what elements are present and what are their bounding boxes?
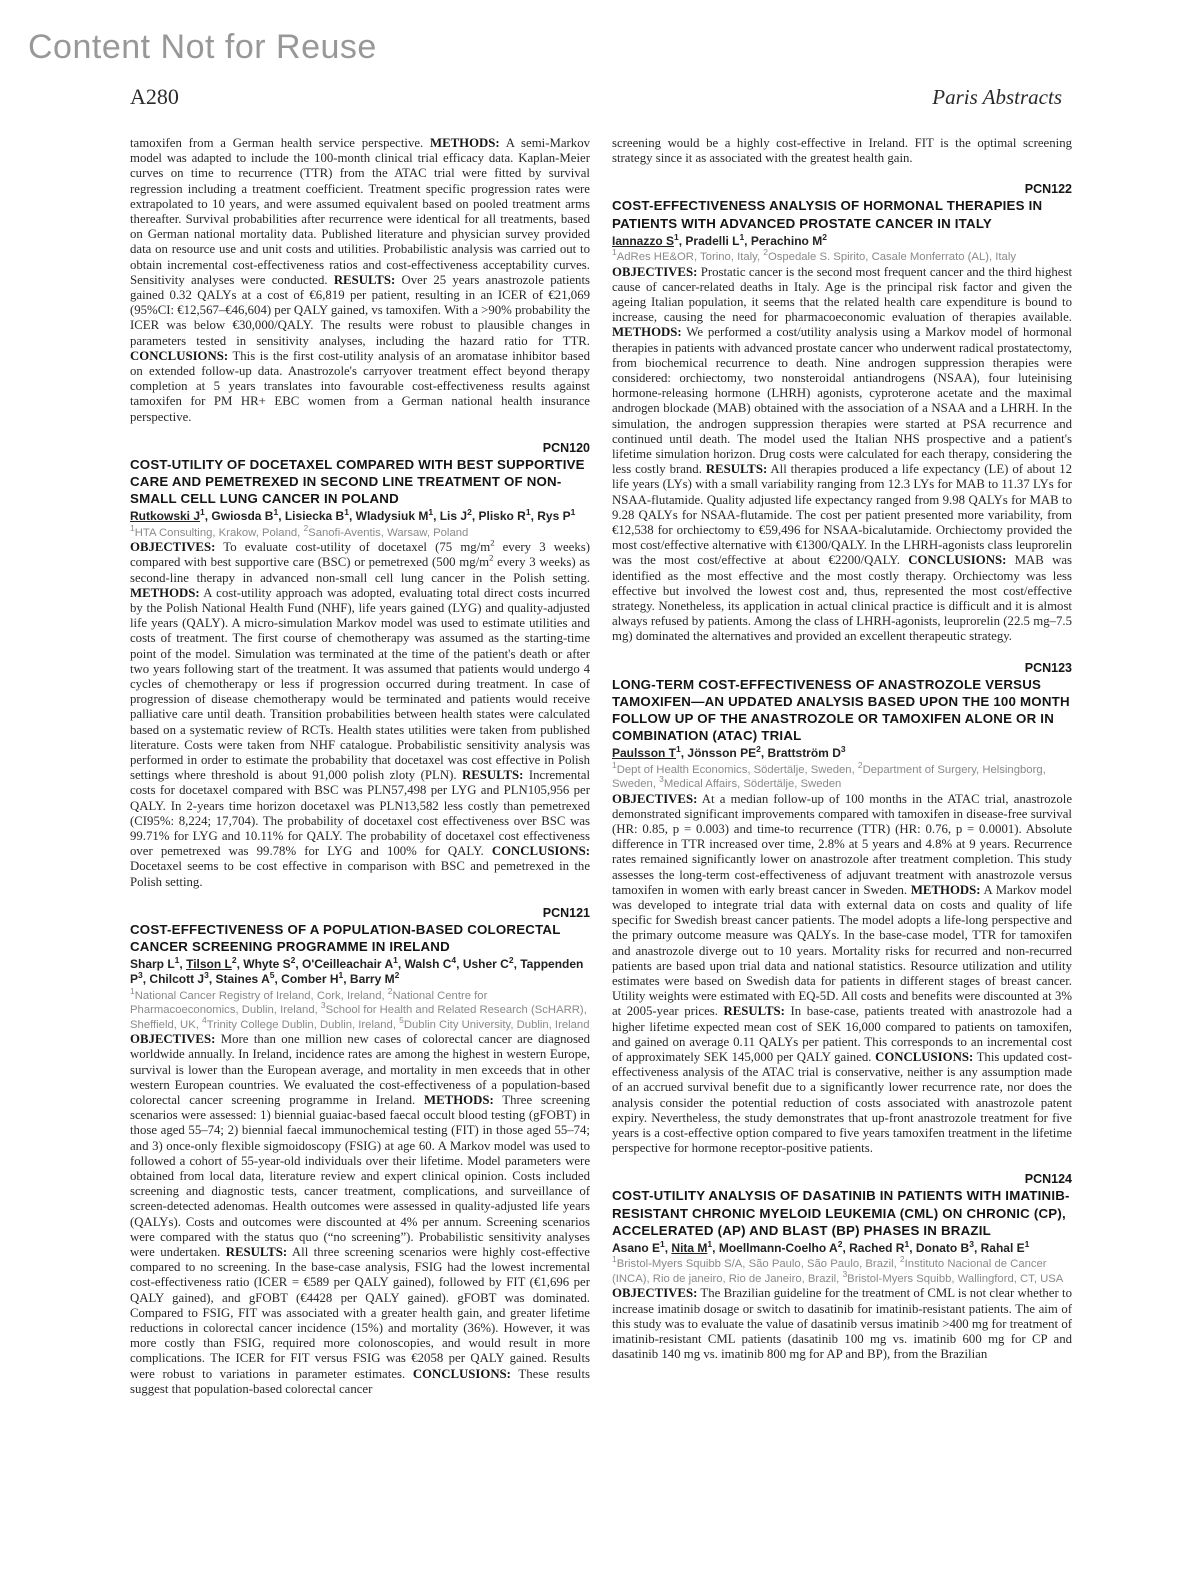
watermark-text: Content Not for Reuse bbox=[28, 28, 377, 66]
continuation-paragraph: tamoxifen from a German health service perspective. METHODS: A semi-Markov model was adapted to include the 100-month clinical trial efficacy data. Kaplan-Meier curves on time to recurrence (TTR) from the ATAC trial were fitted by survival regression including a treatment coefficient. Treatment specific progression rates were extrapolated to 10 years, and were assumed equivalent based on pooled treatment arms thereafter. Survival probabilities after recurrence were identical for all treatments, based on German national mortality data. Published literature and physician survey provided data on resource use and unit costs and utilities. Probabilistic analysis was carried out to obtain incremental cost-effectiveness ratios and cost-effectiveness acceptability curves. Sensitivity analyses were conducted. RESULTS: Over 25 years anastrozole patients gained 0.32 QALYs at a cost of €6,819 per patient, resulting in an ICER of €21,069 (95%CI: €12,567–€46,604) per QALY gained, vs tamoxifen. With a >90% probability the ICER was below €30,000/QALY. The results were robust to plausible changes in parameters tested in sensitivity analyses, including the hazard ratio for TTR. CONCLUSIONS: This is the first cost-utility analysis of an aromatase inhibitor based on extended follow-up data. Anastrozole's carryover treatment effect beyond therapy completion at 5 years translates into favourable cost-effectiveness results against tamoxifen for PM HR+ EBC women from a German national health insurance perspective. bbox=[130, 136, 590, 424]
abstract-id: PCN121 bbox=[542, 905, 590, 920]
abstract-title: COST-UTILITY OF DOCETAXEL COMPARED WITH BEST SUPPORTIVE CARE AND PEMETREXED IN SECOND LINE TREATMENT OF NON-SMALL CELL LUNG CANCER IN POLAND bbox=[130, 456, 585, 507]
abstract-authors: Sharp $L^1$, Tilson $L^2$, Whyte $S^2$, O'Ceilleachair $A^1$, Walsh $C^4$, Usher $C^2$, Tappenden $P^3$, Chilcott $J^3$, Staines $A^5$, Comber $H^1$, Barry $M^2$ bbox=[130, 955, 584, 987]
abstract-title: COST-EFFECTIVENESS OF A POPULATION-BASED COLORECTAL CANCER SCREENING PROGRAMME IN IRELAND bbox=[130, 921, 561, 955]
abstract-id: PCN124 bbox=[1024, 1172, 1072, 1187]
abstract-title: LONG-TERM COST-EFFECTIVENESS OF ANASTROZOLE VERSUS TAMOXIFEN—AN UPDATED ANALYSIS BASED UPON THE 100 MONTH FOLLOW UP OF THE ANASTROZOLE OR TAMOXIFEN ALONE OR IN COMBINATION (ATAC) TRIAL bbox=[612, 676, 1070, 744]
abstract-id: PCN120 bbox=[542, 440, 590, 455]
abstract-affiliations: $^1$AdRes HE&OR, Torino, Italy, $^2$Ospedale S. Spirito, Casale Monferrato (AL), Italy bbox=[612, 247, 1016, 264]
abstract-body: OBJECTIVES: To evaluate cost-utility of docetaxel (75 $mg/m^2$ every 3 weeks) compared with best supportive care (BSC) or pemetrexed (500 $mg/m^2$ every 3 weeks) as second-line therapy in advanced non-small cell lung cancer in the Polish setting. METHODS: A cost-utility approach was adopted, evaluating total direct costs incurred by the Polish National Health Fund (NHF), life years gained (LYG) and quality-adjusted life years (QALY). A micro-simulation Markov model was used to estimate utilities and costs of treatment. The first course of chemotherapy was assumed as the starting-time point of the model. Simulation was terminated at the time of the patient's death or after two years following start of the treatment. It was assumed that patients would undergo 4 cycles of chemotherapy or less if progression occurred during treatment. In case of progression of disease chemotherapy would be terminated and patients would receive palliative care until death. Transition probabilities between health states were calculated based on a systematic review of RCTs. Health states utilities were taken from published literature. Costs were taken from NHF catalogue. Probabilistic sensitivity analysis was performed in order to estimate the probability that docetaxel was cost effective in Polish settings where threshold is about 91,000 polish zloty (PLN). RESULTS: Incremental costs for docetaxel compared with BSC was PLN57,498 per LYG and PLN105,956 per QALY. In 2-years time horizon docetaxel was PLN13,582 less costly than pemetrexed (CI95%: 8,224; 17,704). The probability of docetaxel cost effectiveness over BSC was 99.71% for LYG and 10.11% for QALY. The probability of docetaxel cost effectiveness over pemetrexed was 99.78% for LYG and 100% for QALY. CONCLUSIONS: Docetaxel seems to be cost effective in comparison with BSC and pemetrexed in the Polish setting. bbox=[130, 537, 591, 889]
abstract-title: COST-UTILITY ANALYSIS OF DASATINIB IN PATIENTS WITH IMATINIB-RESISTANT CHRONIC MYELOID LEUKEMIA (CML) ON CHRONIC (CP), ACCELERATED (AP) AND BLAST (BP) PHASES IN BRAZIL bbox=[612, 1188, 1070, 1238]
abstract-pcn123 bbox=[612, 661, 1072, 1157]
abstract-id: PCN122 bbox=[1024, 182, 1072, 197]
two-column-body bbox=[130, 136, 1072, 1397]
abstract-authors: Asano $E^1$, Nita $M^1$, Moellmann-Coelho $A^2$, Rached $R^1$, Donato $B^3$, Rahal $E^1$ bbox=[612, 1239, 1030, 1256]
abstract-affiliations: $^1$HTA Consulting, Krakow, Poland, $^2$Sanofi-Aventis, Warsaw, Poland bbox=[130, 522, 469, 539]
abstract-body: OBJECTIVES: At a median follow-up of 100 months in the ATAC trial, anastrozole demonstrated significant improvements compared with tamoxifen in disease-free survival (HR: 0.85, p = 0.003) and time-to recurrence (TTR) (HR: 0.76, p = 0.0001). Absolute difference in TTR increased over time, 2.8% at 5 years and 4.8% at 9 years. Recurrence rates remained significantly lower on anastrozole after treatment completion. This study assesses the long-term cost-effectiveness of adjuvant treatment with anastrozole versus tamoxifen in women with early breast cancer in Sweden. METHODS: A Markov model was developed to integrate trial data with external data on costs and quality of life specific for Swedish breast cancer patients. The model adopts a life-long perspective and the primary outcome measure was QALYs. In the base-case model, TTR for tamoxifen and anastrozole diverge out to 10 years. Mortality risks for recurred and non-recurred patients are based upon trial data and national statistics. Resource utilization and utility estimates were based on Swedish data for patients in different stages of breast cancer. Utility weights were estimated with EQ-5D. All costs and benefits were discounted at 3% at 2005-year prices. RESULTS: In base-case, patients treated with anastrozole had a higher lifetime expected mean cost of SEK 16,000 compared to patients on tamoxifen, and gained on average 0.11 QALYs per patient. This corresponds to an incremental cost of approximately SEK 145,000 per QALY gained. CONCLUSIONS: This updated cost-effectiveness analysis of the ATAC trial is conservative, neither is any assumption made of an accrued survival benefit due to a significantly lower recurrence rate, nor does the analysis consider the potential reduction of costs associated with anastrozole patent expiry. Nevertheless, the study demonstrates that up-front anastrozole treatment for five years is a cost-effective option compared to five years tamoxifen treatment in the lifetime perspective for hormone receptor-positive patients. bbox=[612, 791, 1072, 1156]
page-header bbox=[130, 84, 1062, 110]
abstract-pcn122 bbox=[612, 182, 1072, 644]
abstract-title: COST-EFFECTIVENESS ANALYSIS OF HORMONAL THERAPIES IN PATIENTS WITH ADVANCED PROSTATE CANCER IN ITALY bbox=[612, 198, 1043, 231]
abstract-affiliations: $^1$National Cancer Registry of Ireland, Cork, Ireland, $^2$National Centre for Pharmacoeconomics, Dublin, Ireland, $^3$School for Health and Related Research (ScHARR), Sheffield, UK, $^4$Trinity College Dublin, Dublin, Ireland, $^5$Dublin City University, Dublin, Ireland bbox=[130, 985, 590, 1031]
page-number: A280 bbox=[130, 84, 179, 109]
right-column bbox=[612, 136, 1072, 1397]
left-column bbox=[130, 136, 590, 1397]
abstract-affiliations: $^1$Bristol-Myers Squibb S/A, São Paulo, São Paulo, Brazil, $^2$Instituto Nacional de Cancer (INCA), Rio de janeiro, Rio de Janeiro, Brazil, $^3$Bristol-Myers Squibb, Wallingford, CT, USA bbox=[612, 1254, 1064, 1285]
abstract-authors: Paulsson $T^1$, Jönsson $PE^2$, Brattström $D^3$ bbox=[612, 744, 846, 761]
abstract-pcn121 bbox=[130, 906, 590, 1397]
abstract-body: OBJECTIVES: The Brazilian guideline for the treatment of CML is not clear whether to increase imatinib dosage or switch to dasatinib for imatinib-resistant patients. The aim of this study was to evaluate the value of dasatinib versus imatinib >400 mg for treatment of imatinib-resistant CML patients (dasatinib 100 mg vs. imatinib 600 mg for CP and dasatinib 140 mg vs. imatinib 800 mg for AP and BP), from the Brazilian bbox=[612, 1286, 1072, 1362]
abstract-authors: Iannazzo $S^1$, Pradelli $L^1$, Perachino $M^2$ bbox=[612, 231, 827, 248]
running-title: Paris Abstracts bbox=[932, 85, 1062, 109]
abstract-authors: Rutkowski $J^1$, Gwiosda $B^1$, Lisiecka $B^1$, Wladysiuk $M^1$, Lis $J^2$, Plisko $R^1$, Rys $P^1$ bbox=[130, 507, 576, 524]
abstract-body: OBJECTIVES: Prostatic cancer is the second most frequent cancer and the third highest cause of cancer-related deaths in Italy. Age is the principal risk factor and given the ageing Italian population, it seems that the related health care expenditure is bound to increase, causing the need for pharmacoeconomic evaluation of therapies available. METHODS: We performed a cost/utility analysis using a Markov model of hormonal therapies in patients with advanced prostate cancer who underwent radical prostatectomy, from biochemical recurrence to death. Nine androgen suppression therapies were considered: orchiectomy, two nonsteroidal antiandrogens (NSAA), four luteinising hormone-releasing hormone (LHRH) agonists, cyproterone acetate and the maximal androgen blockade (MAB) obtained with the association of a NSAA and a LHRH. In the simulation, the androgen suppression therapies were started at PSA recurrence and continued until death. The model used the Italian NHS prospective and a patient's lifetime simulation horizon. Drug costs were calculated for each therapy, considering the less costly brand. RESULTS: All therapies produced a life expectancy (LE) of about 12 life years (LYs) with a small variability ranging from 12.3 LYs for MAB to 11.37 LYs for NSAA-flutamide. Quality adjusted life expectancy ranged from 9.98 QALYs for MAB to 9.28 QALYs for NSAA-flutamide. The cost per patient presented more variability, from €12,538 for orchiectomy to €59,496 for NSAA-bicalutamide. Orchiectomy provided the most cost/effective alternative with €1300/QALY. In the LHRH-agonists class leuprorelin was the most cost/effective at about €2200/QALY. CONCLUSIONS: MAB was identified as the most effective and the most costly therapy. Orchiectomy was less effective but involved the lowest cost and, thus, represented the most cost/effective strategy. Nonetheless, its application in actual clinical practice is difficult and it is almost always refused by patients. Among the class of LHRH-agonists, leuprorelin (22.5 mg–7.5 mg) dominated the alternatives and provided an excellent therapeutic strategy. bbox=[612, 264, 1073, 644]
abstract-body: OBJECTIVES: More than one million new cases of colorectal cancer are diagnosed worldwide annually. In Ireland, incidence rates are among the highest in western Europe, survival is lower than the European average, and mortality in men exceeds that in other western European countries. We evaluated the cost-effectiveness of a population-based colorectal cancer screening programme in Ireland. METHODS: Three screening scenarios were assessed: 1) biennial guaiac-based faecal occult blood testing (gFOBT) in those aged 55–74; 2) biennial faecal immunochemical testing (FIT) in those aged 55–74; and 3) once-only flexible sigmoidoscopy (FSIG) at age 60. A Markov model was used to followed a cohort of 55-year-old individuals over their lifetime. Model parameters were obtained from local data, literature review and expert clinical opinion. Costs included screening and diagnostic tests, cancer treatment, complications, and surveillance of screen-detected adenomas. Health outcomes were assessed in quality-adjusted life years (QALYs). Costs and outcomes were discounted at 4% per annum. Screening scenarios were compared with the status quo (“no screening”). Probabilistic sensitivity analyses were undertaken. RESULTS: All three screening scenarios were highly cost-effective compared to no screening. In the base-case analysis, FSIG had the lowest incremental cost-effectiveness ratio (ICER = €589 per QALY gained), followed by FIT (€1,696 per QALY gained), and gFOBT (€4428 per QALY gained). gFOBT was dominated. Compared to FSIG, FIT was associated with a greater health gain, and greater lifetime reductions in colorectal cancer incidence (15%) and mortality (36%). However, it was more costly than FSIG, required more colonoscopies, and would result in more complications. The ICER for FIT versus FSIG was €2058 per QALY gained. Results were robust to variations in parameter estimates. CONCLUSIONS: These results suggest that population-based colorectal cancer bbox=[130, 1032, 591, 1396]
abstract-affiliations: $^1$Dept of Health Economics, Södertälje, Sweden, $^2$Department of Surgery, Helsingborg, Sweden, $^3$Medical Affairs, Södertälje, Sweden bbox=[612, 759, 1046, 791]
continuation-paragraph: screening would be a highly cost-effective in Ireland. FIT is the optimal screening strategy since it as associated with the greatest health gain. bbox=[612, 136, 1072, 166]
abstract-pcn120 bbox=[130, 441, 590, 890]
abstract-id: PCN123 bbox=[1024, 660, 1072, 675]
abstract-pcn124 bbox=[612, 1172, 1072, 1362]
